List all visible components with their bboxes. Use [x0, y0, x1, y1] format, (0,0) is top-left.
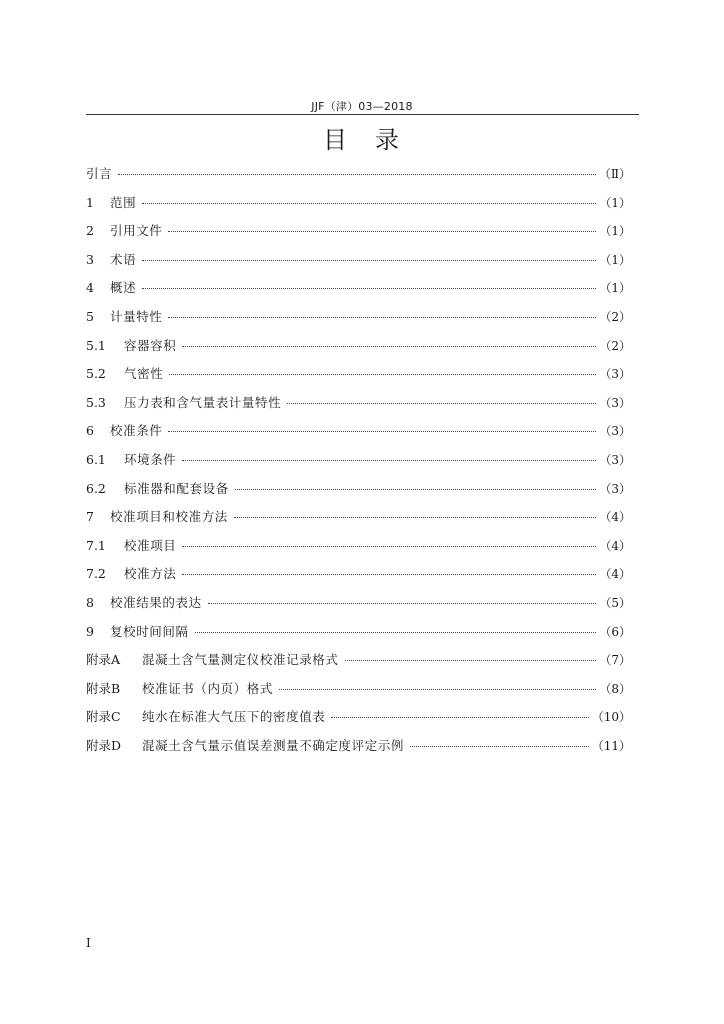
toc-dot-leader: [235, 489, 597, 490]
toc-dot-leader: [182, 574, 596, 575]
toc-dot-leader: [142, 203, 596, 204]
toc-dot-leader: [410, 746, 589, 747]
toc-entry-label: 混凝土含气量示值误差测量不确定度评定示例: [142, 737, 405, 753]
table-of-contents: [86, 160, 631, 760]
toc-dot-leader: [142, 260, 596, 261]
toc-entry[interactable]: [86, 160, 631, 189]
toc-dot-leader: [168, 317, 596, 318]
toc-entry-page: （3）: [599, 424, 631, 439]
toc-entry-page: （5）: [599, 595, 631, 610]
toc-entry[interactable]: [86, 217, 631, 246]
toc-entry-label: 环境条件: [124, 451, 177, 467]
toc-entry[interactable]: [86, 446, 631, 475]
toc-entry[interactable]: [86, 274, 631, 303]
toc-entry-label: 术语: [110, 251, 137, 267]
toc-entry-label: 引用文件: [110, 223, 163, 239]
toc-entry-number: 7.2: [86, 566, 106, 582]
toc-entry[interactable]: [86, 703, 631, 732]
toc-entry-label: 混凝土含气量测定仪校准记录格式: [142, 652, 339, 668]
toc-entry-label: 校准结果的表达: [110, 594, 202, 610]
toc-entry-page: （3）: [599, 395, 631, 410]
toc-dot-leader: [142, 288, 596, 289]
toc-entry-number: 2: [86, 223, 94, 239]
toc-entry-number: 6.2: [86, 480, 106, 496]
toc-entry[interactable]: [86, 389, 631, 418]
toc-entry-page: （1）: [599, 281, 631, 296]
toc-entry[interactable]: [86, 332, 631, 361]
toc-entry-number: 7: [86, 509, 94, 525]
toc-entry-page: （3）: [599, 367, 631, 382]
toc-dot-leader: [168, 231, 596, 232]
toc-entry-page: （4）: [599, 510, 631, 525]
toc-entry-number: 附录D: [86, 737, 122, 753]
toc-entry-page: （3）: [599, 452, 631, 467]
header-divider: [86, 114, 639, 115]
toc-entry-number: 8: [86, 594, 94, 610]
toc-entry-label: 标准器和配套设备: [124, 480, 229, 496]
toc-entry-label: 容器容积: [124, 337, 177, 353]
toc-entry-number: 附录B: [86, 680, 121, 696]
toc-entry-number: 5.2: [86, 366, 106, 382]
toc-entry-number: 5.3: [86, 394, 106, 410]
toc-entry-page: （2）: [599, 338, 631, 353]
toc-entry-label: 纯水在标准大气压下的密度值表: [142, 709, 326, 725]
toc-entry[interactable]: [86, 646, 631, 675]
toc-entry-label: 复校时间间隔: [110, 623, 189, 639]
toc-entry-page: （7）: [599, 653, 631, 668]
toc-entry-page: （1）: [599, 224, 631, 239]
toc-entry[interactable]: [86, 532, 631, 561]
toc-entry[interactable]: [86, 503, 631, 532]
toc-entry-page: （Ⅱ）: [598, 167, 631, 181]
toc-entry[interactable]: [86, 618, 631, 647]
toc-entry-page: （10）: [591, 710, 631, 725]
toc-dot-leader: [182, 346, 596, 347]
toc-dot-leader: [279, 689, 596, 690]
toc-entry-page: （3）: [599, 481, 631, 496]
toc-entry[interactable]: [86, 475, 631, 504]
toc-entry-number: 7.1: [86, 537, 106, 553]
toc-entry-number: 1: [86, 194, 94, 210]
toc-entry-label: 范围: [110, 194, 137, 210]
document-code: JJF（津）03—2018: [311, 100, 413, 113]
toc-entry-label: 校准项目和校准方法: [110, 509, 228, 525]
toc-entry-label: 校准条件: [110, 423, 163, 439]
page-title: 目 录: [323, 126, 401, 154]
toc-entry-number: 附录C: [86, 709, 121, 725]
toc-entry-number: 3: [86, 251, 94, 267]
toc-dot-leader: [287, 403, 596, 404]
toc-entry-number: 5: [86, 308, 94, 324]
toc-dot-leader: [345, 660, 597, 661]
toc-entry-number: 6: [86, 423, 94, 439]
toc-entry-label: 校准证书（内页）格式: [142, 680, 274, 696]
toc-entry-label: 压力表和含气量表计量特性: [124, 394, 282, 410]
toc-entry-number: 6.1: [86, 451, 106, 467]
toc-entry-label: 概述: [110, 280, 137, 296]
toc-dot-leader: [168, 431, 596, 432]
toc-entry[interactable]: [86, 417, 631, 446]
toc-dot-leader: [195, 632, 597, 633]
toc-entry[interactable]: [86, 560, 631, 589]
toc-entry-number: 9: [86, 623, 94, 639]
toc-entry-label: 校准项目: [124, 537, 177, 553]
toc-entry[interactable]: [86, 360, 631, 389]
toc-entry-number: 5.1: [86, 337, 106, 353]
toc-entry-page: （1）: [599, 195, 631, 210]
toc-dot-leader: [208, 603, 597, 604]
toc-entry[interactable]: [86, 732, 631, 761]
toc-entry[interactable]: [86, 189, 631, 218]
toc-entry-number: 4: [86, 280, 94, 296]
toc-entry[interactable]: [86, 246, 631, 275]
toc-entry-label: 引言: [86, 166, 113, 181]
toc-entry-label: 计量特性: [110, 308, 163, 324]
toc-entry-page: （11）: [591, 738, 631, 753]
toc-entry-number: 附录A: [86, 652, 121, 668]
toc-dot-leader: [234, 517, 596, 518]
toc-entry-page: （1）: [599, 252, 631, 267]
toc-entry-page: （4）: [599, 538, 631, 553]
toc-entry[interactable]: [86, 675, 631, 704]
toc-dot-leader: [169, 374, 596, 375]
toc-entry-page: （2）: [599, 309, 631, 324]
toc-dot-leader: [331, 717, 588, 718]
toc-entry-page: （6）: [599, 624, 631, 639]
toc-entry-page: （4）: [599, 567, 631, 582]
toc-entry-label: 气密性: [124, 366, 164, 382]
page-number: Ⅰ: [86, 936, 91, 950]
toc-entry-page: （8）: [599, 681, 631, 696]
toc-entry[interactable]: [86, 303, 631, 332]
toc-entry-label: 校准方法: [124, 566, 177, 582]
toc-dot-leader: [118, 174, 596, 175]
toc-dot-leader: [182, 460, 596, 461]
toc-dot-leader: [182, 546, 596, 547]
toc-entry[interactable]: [86, 589, 631, 618]
